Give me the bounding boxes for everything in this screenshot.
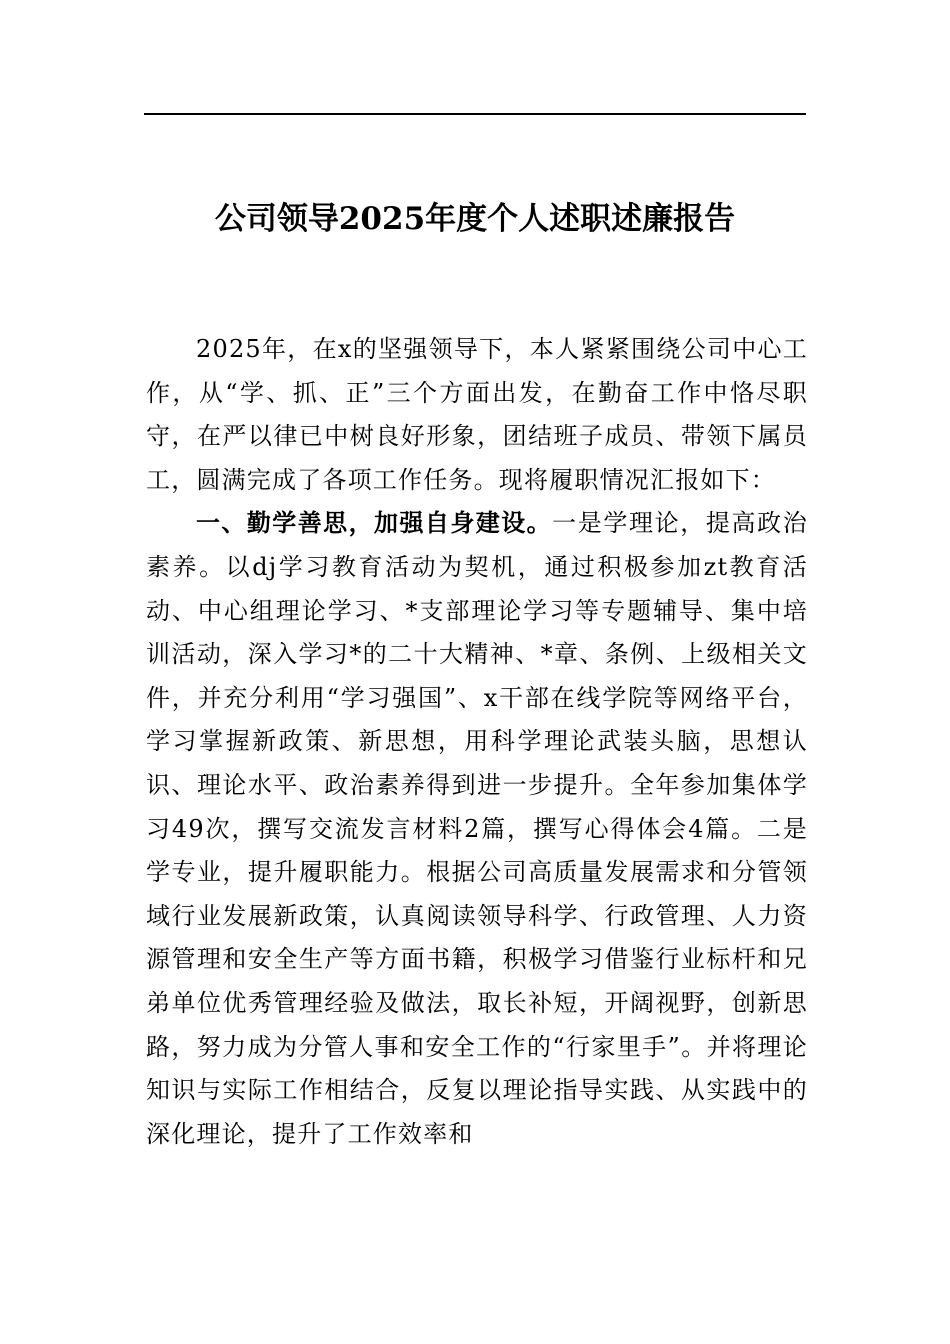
document-title: 公司领导2025年度个人述职述廉报告 <box>214 201 736 237</box>
intro-paragraph: 2025年，在x的坚强领导下，本人紧紧围绕公司中心工作，从“学、抓、正”三个方面出发，在勤奋工作中恪尽职守，在严以律已中树良好形象，团结班子成员、带领下属员工，圆满完成了各项工作任务。现将履职情况汇报如下： <box>146 335 808 494</box>
document-body <box>146 328 808 1156</box>
section-1-paragraph <box>146 502 808 1156</box>
header-rule <box>144 113 806 115</box>
section-1-heading: 一、勤学善思，加强自身建设。 <box>196 509 553 538</box>
section-1-text: 一是学理论，提高政治素养。以dj学习教育活动为契机，通过积极参加zt教育活动、中心组理论学习、*支部理论学习等专题辅导、集中培训活动，深入学习*的二十大精神、*章、条例、上级相关文件，并充分利用“学习强国”、x干部在线学院等网络平台，学习掌握新政策、新思想，用科学理论武装头脑，思想认识、理论水平、政治素养得到进一步提升。全年参加集体学习49次，撰写交流发言材料2篇，撰写心得体会4篇。二是学专业，提升履职能力。根据公司高质量发展需求和分管领域行业发展新政策，认真阅读领导科学、行政管理、人力资源管理和安全生产等方面书籍，积极学习借鉴行业标杆和兄弟单位优秀管理经验及做法，取长补短，开阔视野，创新思路，努力成为分管人事和安全工作的“行家里手”。并将理论知识与实际工作相结合，反复以理论指导实践、从实践中的深化理论，提升了工作效率和 <box>146 509 809 1148</box>
